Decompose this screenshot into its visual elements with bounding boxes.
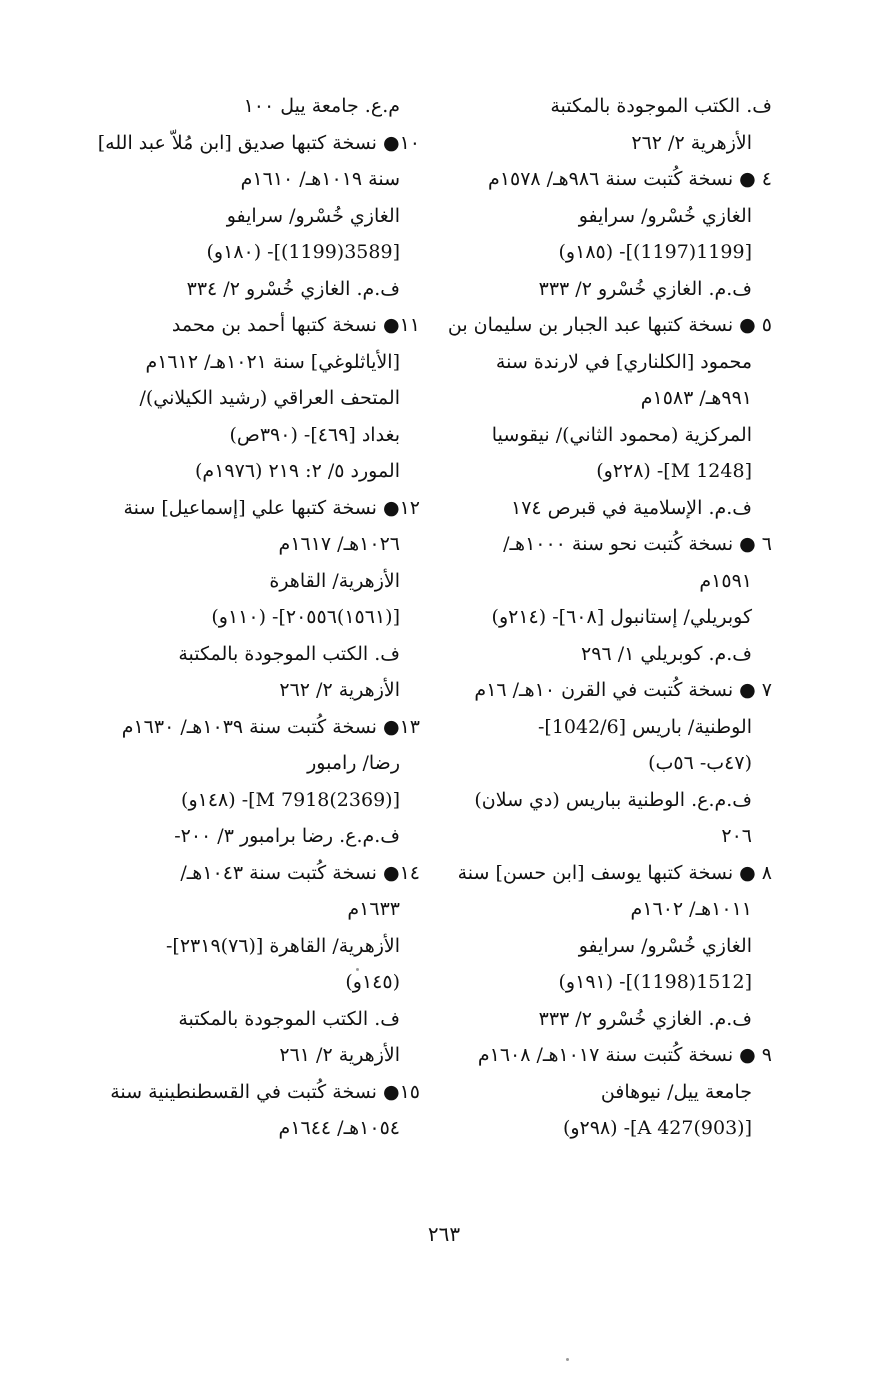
shelfmark-line: [(١٥٦١)٢٠٥٥٦]- (١١٠و)	[211, 606, 400, 628]
entry-heading: ٥ ● نسخة كتبها عبد الجبار بن سليمان بن	[447, 314, 772, 336]
shelfmark-line: [3589(1199)]- (١٨٠و)	[206, 241, 400, 263]
text-line: سنة ١٠١٩هـ/ ١٦١٠م	[240, 168, 400, 190]
shelfmark-line: [M 1248]- (٢٢٨و)	[596, 460, 752, 482]
text-line: ٩٩١هـ/ ١٥٨٣م	[640, 387, 752, 409]
text-line: (٤٧ب- ٥٦ب)	[648, 752, 752, 774]
text-line: ف.م. الغازي خُسْرو ٢/ ٣٣٣	[538, 1007, 752, 1030]
text-line: ١٠٥٤هـ/ ١٦٤٤م	[278, 1117, 400, 1139]
text-line: الأزهرية ٢/ ٢٦١	[279, 1044, 400, 1066]
entry-heading: ٩ ● نسخة كُتبت سنة ١٠١٧هـ/ ١٦٠٨م	[477, 1044, 772, 1066]
text-line: ف.م. الغازي خُسْرو ٢/ ٣٣٣	[538, 277, 752, 300]
text-line: المورد ٥/ ٢: ٢١٩ (١٩٧٦م)	[195, 460, 400, 482]
entry-heading: ٤ ● نسخة كُتبت سنة ٩٨٦هـ/ ١٥٧٨م	[488, 168, 772, 190]
text-line: الغازي خُسْرو/ سرايفو	[578, 934, 752, 957]
text-line: الأزهرية ٢/ ٢٦٢	[279, 679, 400, 701]
text-line: ف. الكتب الموجودة بالمكتبة	[178, 1007, 400, 1030]
text-line: ١٠١١هـ/ ١٦٠٢م	[630, 898, 752, 920]
entry-heading: ١٠● نسخة كتبها صديق [ابن مُلاّ عبد الله]	[97, 131, 420, 154]
page-number: ٢٦٣	[427, 1222, 461, 1246]
scan-speck	[566, 1358, 569, 1361]
text-line: ف.م. الإسلامية في قبرص ١٧٤	[511, 496, 752, 519]
shelfmark-line: [A 427(903)]- (٢٩٨و)	[562, 1117, 752, 1139]
shelfmark-line: [1512(1198)]- (١٩١و)	[558, 971, 752, 993]
entry-heading: ٦ ● نسخة كُتبت نحو سنة ١٠٠٠هـ/	[503, 533, 772, 555]
text-line: ١٠٢٦هـ/ ١٦١٧م	[278, 533, 400, 555]
entry-heading: ١٤● نسخة كُتبت سنة ١٠٤٣هـ/	[180, 861, 420, 884]
entry-heading: ١٢● نسخة كتبها علي [إسماعيل] سنة	[123, 496, 420, 519]
shelfmark-line: بغداد [٤٦٩]- (٣٩٠ص)	[229, 423, 400, 446]
text-line: ٢٠٦	[721, 825, 752, 847]
text-line: ف.م.ع. رضا برامبور ٣/ ٢٠٠-	[174, 825, 400, 847]
text-line: ١٦٣٣م	[347, 898, 400, 920]
text-line: ١٥٩١م	[699, 569, 752, 592]
text-line: الوطنية/ باريس [1042/6]-	[537, 715, 752, 738]
shelfmark-line: [1199(1197)]- (١٨٥و)	[558, 241, 752, 263]
text-line: الغازي خُسْرو/ سرايفو	[578, 204, 752, 227]
text-line: ف.م.ع. الوطنية بباريس (دي سلان)	[474, 788, 752, 811]
text-line: م.ع. جامعة ييل ١٠٠	[243, 95, 400, 117]
text-line: الأزهرية ٢/ ٢٦٢	[631, 131, 752, 154]
text-line: المتحف العراقي (رشيد الكيلاني)/	[139, 387, 400, 409]
text-line: ف.م. الغازي خُسْرو ٢/ ٣٣٤	[186, 277, 400, 300]
text-line: المركزية (محمود الثاني)/ نيقوسيا	[491, 423, 752, 446]
left-column	[68, 88, 420, 1147]
text-line: ف.م. كوبريلي ١/ ٢٩٦	[581, 642, 752, 665]
text-line: (١٤٥و)	[345, 971, 400, 993]
shelfmark-line: [M 7918(2369)]- (١٤٨و)	[181, 788, 400, 811]
entry-heading: ١١● نسخة كتبها أحمد بن محمد	[171, 314, 420, 336]
entry-heading: ١٣● نسخة كُتبت سنة ١٠٣٩هـ/ ١٦٣٠م	[121, 715, 420, 738]
entry-heading: ٧ ● نسخة كُتبت في القرن ١٠هـ/ ١٦م	[474, 679, 772, 701]
text-line: جامعة ييل/ نيوهافن	[600, 1080, 752, 1103]
scan-speck	[356, 968, 359, 971]
text-line: محمود [الكلناري] في لارندة سنة	[495, 350, 752, 373]
shelfmark-line: كوبريلي/ إستانبول [٦٠٨]- (٢١٤و)	[491, 606, 752, 628]
text-line: ف. الكتب الموجودة بالمكتبة	[550, 95, 772, 117]
text-line: الغازي خُسْرو/ سرايفو	[226, 204, 400, 227]
text-line: [الأياثلوغي] سنة ١٠٢١هـ/ ١٦١٢م	[145, 350, 400, 373]
entry-heading: ٨ ● نسخة كتبها يوسف [ابن حسن] سنة	[457, 861, 772, 884]
text-line: الأزهرية/ القاهرة [(٧٦)٢٣١٩]-	[165, 934, 400, 957]
text-line: رضا/ رامبور	[307, 752, 400, 774]
entry-heading: ١٥● نسخة كُتبت في القسطنطينية سنة	[110, 1080, 420, 1103]
right-column	[420, 88, 772, 1147]
text-line: ف. الكتب الموجودة بالمكتبة	[178, 642, 400, 665]
text-line: الأزهرية/ القاهرة	[269, 569, 400, 592]
